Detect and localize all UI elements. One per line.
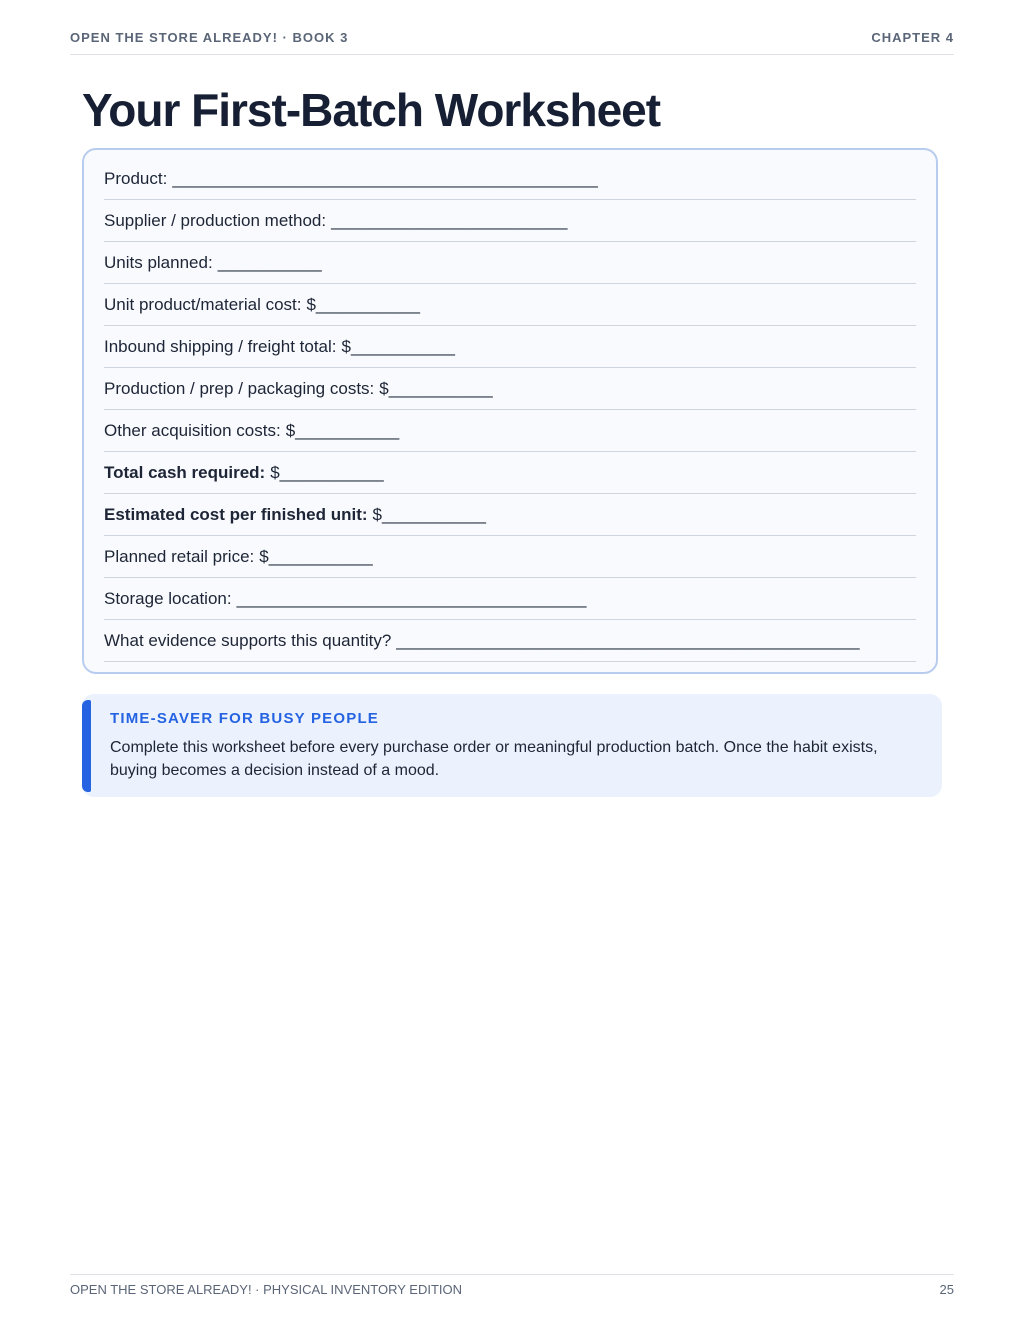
fill-in-blank[interactable]: _____________________________________________ <box>172 169 598 188</box>
time-saver-callout <box>82 694 942 797</box>
fill-in-blank[interactable]: _____________________________________ <box>236 589 587 608</box>
worksheet-row-evidence[interactable] <box>104 620 916 662</box>
worksheet-row-total-cash[interactable] <box>104 452 916 494</box>
running-header <box>70 30 954 55</box>
worksheet-row-retail-price[interactable] <box>104 536 916 578</box>
callout-accent-bar <box>82 700 91 792</box>
worksheet-label: Estimated cost per finished unit: <box>104 505 368 524</box>
fill-in-blank[interactable]: _________________________________________________ <box>396 631 860 650</box>
worksheet-row-shipping[interactable] <box>104 326 916 368</box>
worksheet-row-product[interactable] <box>104 158 916 200</box>
worksheet-label: Product: <box>104 169 168 188</box>
callout-heading: TIME-SAVER FOR BUSY PEOPLE <box>110 710 380 727</box>
worksheet-label: Supplier / production method: <box>104 211 327 230</box>
callout-body: Complete this worksheet before every purchase order or meaningful production batch. Once the habit exists, buying becomes a decision instead of a mood. <box>110 739 878 779</box>
worksheet-row-storage[interactable] <box>104 578 916 620</box>
worksheet-row-other-costs[interactable] <box>104 410 916 452</box>
fill-in-blank[interactable]: $___________ <box>372 505 487 524</box>
fill-in-blank[interactable]: _________________________ <box>331 211 568 230</box>
fill-in-blank[interactable]: $___________ <box>341 337 455 356</box>
edition-label: OPEN THE STORE ALREADY! · PHYSICAL INVENTORY EDITION <box>70 1282 463 1297</box>
worksheet-label: Units planned: <box>104 253 213 272</box>
worksheet-label: Inbound shipping / freight total: <box>104 337 337 356</box>
worksheet-row-cost-per-unit[interactable] <box>104 494 916 536</box>
worksheet-panel <box>82 148 938 674</box>
worksheet-label: Total cash required: <box>104 463 266 482</box>
fill-in-blank[interactable]: ___________ <box>217 253 322 272</box>
worksheet-label: Production / prep / packaging costs: <box>104 379 375 398</box>
page-title: Your First-Batch Worksheet <box>82 84 661 136</box>
worksheet-label: What evidence supports this quantity? <box>104 631 392 650</box>
book-title-header: OPEN THE STORE ALREADY! · BOOK 3 <box>70 30 349 45</box>
page-number: 25 <box>939 1282 954 1297</box>
running-footer <box>70 1274 954 1297</box>
worksheet-label: Planned retail price: <box>104 547 255 566</box>
fill-in-blank[interactable]: $___________ <box>285 421 400 440</box>
worksheet-label: Unit product/material cost: <box>104 295 302 314</box>
worksheet-row-units-planned[interactable] <box>104 242 916 284</box>
worksheet-row-supplier[interactable] <box>104 200 916 242</box>
worksheet-label: Storage location: <box>104 589 232 608</box>
chapter-label: CHAPTER 4 <box>871 30 954 45</box>
fill-in-blank[interactable]: $___________ <box>259 547 373 566</box>
worksheet-label: Other acquisition costs: <box>104 421 281 440</box>
worksheet-row-production-costs[interactable] <box>104 368 916 410</box>
fill-in-blank[interactable]: $___________ <box>270 463 384 482</box>
fill-in-blank[interactable]: $___________ <box>379 379 493 398</box>
fill-in-blank[interactable]: $___________ <box>306 295 420 314</box>
worksheet-row-unit-cost[interactable] <box>104 284 916 326</box>
